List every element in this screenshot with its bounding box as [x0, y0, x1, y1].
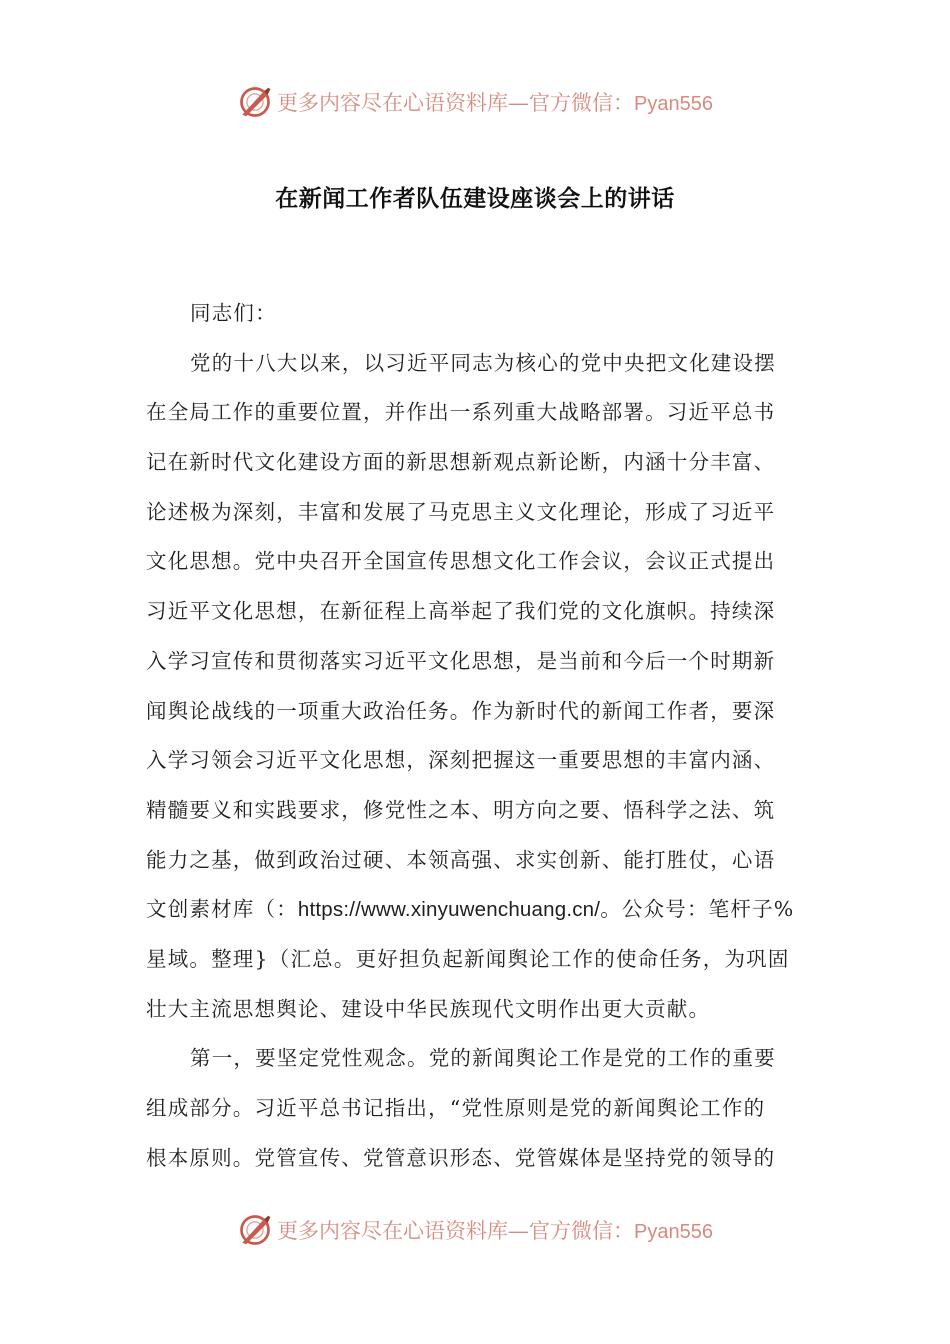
text-line: 闻舆论战线的一项重大政治任务。作为新时代的新闻工作者，要深 [146, 698, 776, 723]
text-line: 文化思想。党中央召开全国宣传思想文化工作会议，会议正式提出 [146, 549, 776, 574]
text-line: 根本原则。党管宣传、党管意识形态、党管媒体是坚持党的领导的 [146, 1145, 776, 1170]
header-banner [0, 80, 950, 124]
url-suffix: 。公众号：笔杆子% [600, 897, 795, 922]
text-line: 党的十八大以来，以习近平同志为核心的党中央把文化建设摆 [190, 350, 776, 375]
text-line: 组成部分。习近平总书记指出，“党性原则是党的新闻舆论工作的 [146, 1096, 766, 1120]
website-link[interactable]: https://www.xinyuwenchuang.cn/ [297, 898, 601, 922]
banner-text [277, 87, 713, 117]
url-line [146, 885, 808, 935]
wechat-id: Pyan556 [634, 93, 713, 115]
text-line: 入学习宣传和贯彻落实习近平文化思想，是当前和今后一个时期新 [146, 648, 776, 673]
text-line: 在全局工作的重要位置，并作出一系列重大战略部署。习近平总书 [146, 400, 776, 425]
wechat-id: Pyan556 [634, 1221, 713, 1243]
document-title: 在新闻工作者队伍建设座谈会上的讲话 [275, 186, 675, 212]
banner-text [277, 1215, 713, 1245]
text-line: 第一，要坚定党性观念。党的新闻舆论工作是党的工作的重要 [190, 1046, 776, 1071]
footer-banner [0, 1208, 950, 1252]
text-line: 精髓要义和实践要求，修党性之本、明方向之要、悟科学之法、筑 [146, 797, 776, 822]
pen-logo-icon [237, 1212, 273, 1248]
url-prefix: 文创素材库（： [146, 897, 298, 922]
salutation: 同志们： [190, 301, 277, 325]
document-body [146, 289, 808, 1183]
text-line: 壮大主流思想舆论、建设中华民族现代文明作出更大贡献。 [146, 996, 711, 1021]
banner-slogan: 更多内容尽在心语资料库—官方微信： [277, 1219, 635, 1243]
pen-logo-icon [237, 84, 273, 120]
text-line: 入学习领会习近平文化思想，深刻把握这一重要思想的丰富内涵、 [146, 748, 776, 773]
banner-slogan: 更多内容尽在心语资料库—官方微信： [277, 91, 635, 115]
text-line: 记在新时代文化建设方面的新思想新观点新论断，内涵十分丰富、 [146, 450, 776, 475]
text-line: 能力之基，做到政治过硬、本领高强、求实创新、能打胜仗，心语 [146, 847, 776, 872]
text-line: 论述极为深刻，丰富和发展了马克思主义文化理论，形成了习近平 [146, 499, 776, 524]
text-line: 习近平文化思想，在新征程上高举起了我们党的文化旗帜。持续深 [146, 599, 776, 624]
text-line: 星域。整理}（汇总。更好担负起新闻舆论工作的使命任务，为巩固 [146, 946, 790, 971]
